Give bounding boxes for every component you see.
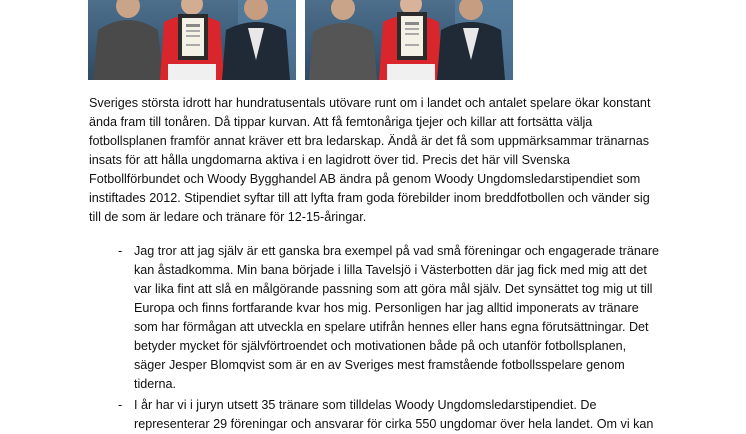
quote-line: tiderna. [134,377,177,391]
award-photo-left-illustration [88,0,296,80]
quote-line: var lika fint att slå en målgörande passning som att göra mål själv. Det synsättet tog mig ut till [134,282,653,296]
quote-line: som har förmågan att utveckla en spelare utifrån hennes eller hans egna förutsättningar. Det [134,320,649,334]
award-photo-right-illustration [305,0,513,80]
quote-line: Jag tror att jag själv är ett ganska bra exempel på vad små föreningar och engagerade tränare [134,244,660,258]
intro-paragraph [89,94,679,227]
quote-line: I år har vi i juryn utsett 35 tränare som tilldelas Woody Ungdomsledarstipendiet. De [134,398,597,412]
intro-line: Fotbollförbundet och Woody Bygghandel AB ändra på genom Woody Ungdomsledarstipendiet som [89,172,641,186]
intro-line: fotbollsplanen framför annat kräver ett bra ledarskap. Ändå är det få som uppmärksammar tränarnas [89,134,649,148]
quote-line: säger Jesper Blomqvist som är en av Sveriges mest framstående fotbollsspelare genom [134,358,625,372]
intro-line: insats för att hålla ungdomarna aktiva i en lagidrott över tid. Precis det här vill Svenska [89,153,570,167]
intro-line: till de som är ledare och tränare för 12-15-åringar. [89,210,367,224]
quote-paragraph-blomqvist [134,242,724,394]
quote-line: kan åstadkomma. Min bana började i lilla Tavelsjö i Västerbotten där jag fick med mig att det [134,263,647,277]
intro-line: ända fram till tonåren. Då tippar kurvan. Att få femtonåriga tjejer och killar att fortsätta välja [89,115,593,129]
quote-paragraph-jury [134,396,724,434]
intro-line: instiftades 2012. Stipendiet syftar till att lyfta fram goda förebilder inom breddfotbollen och vänder sig [89,191,650,205]
intro-line: Sveriges största idrott har hundratusentals utövare runt om i landet och antalet spelare ökar konstant [89,96,651,110]
quote-line: Europa och finns fortfarande kvar hos mig. Personligen har jag alltid imponerats av tränare [134,301,639,315]
award-photo-left [88,0,296,80]
quote-dash: - [118,398,123,412]
quote-line: betyder mycket för självförtroendet och motivationen både på och utanför fotbollsplanen, [134,339,627,353]
award-photo-right [305,0,513,80]
quote-line: representerar 29 föreningar och ansvarar för cirka 550 ungdomar över hela landet. Om vi kan [134,417,654,431]
quote-dash: - [118,244,123,258]
